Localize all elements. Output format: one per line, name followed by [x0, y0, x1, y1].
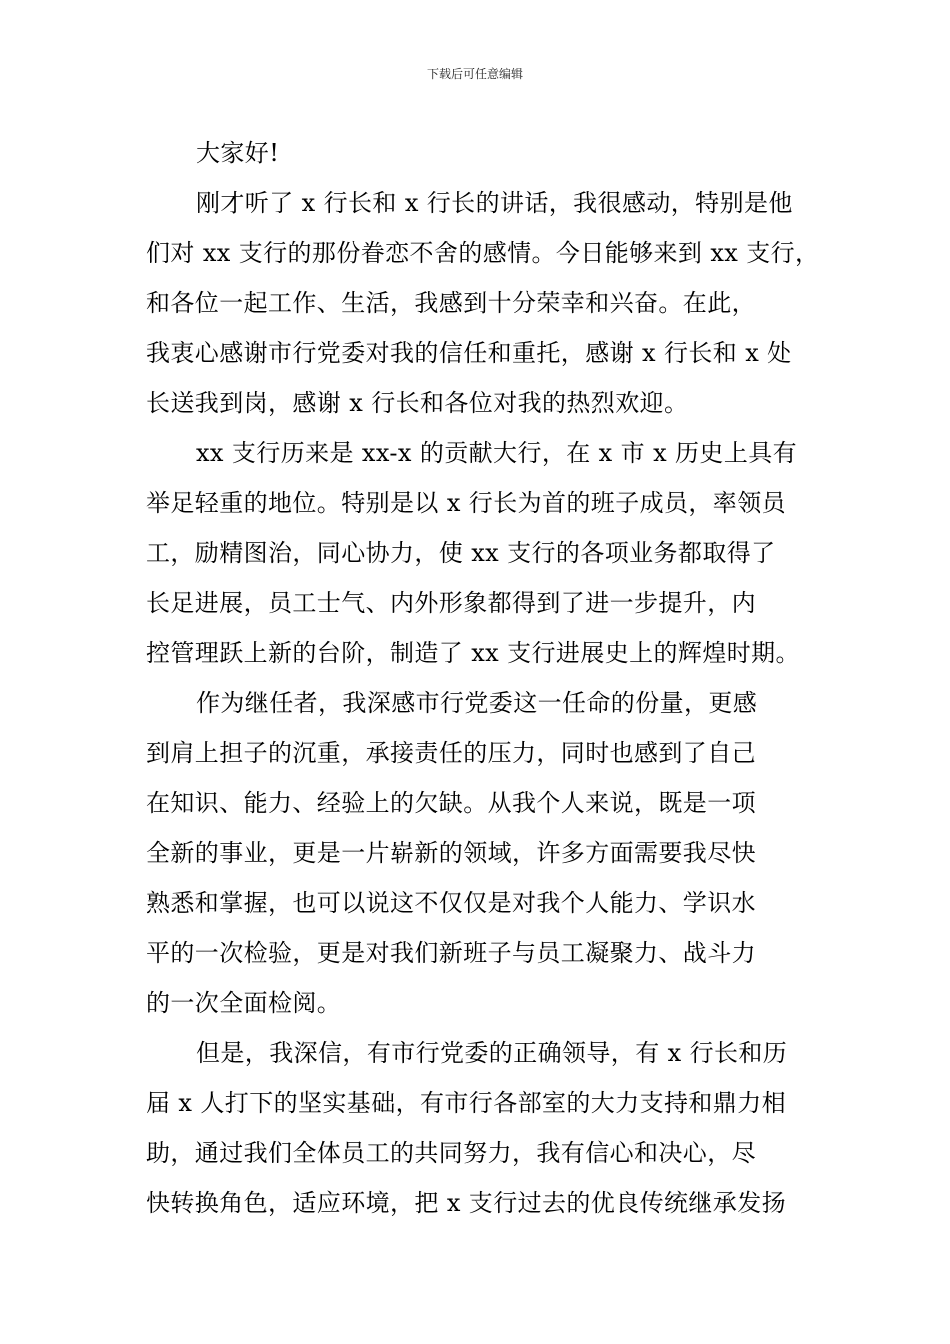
document-body — [146, 128, 836, 1228]
text-line: 但是，我深信，有市行党委的正确领导，有 x 行长和历 — [196, 1039, 788, 1067]
text-line: 工，励精图治，同心协力，使 xx 支行的各项业务都取得了 — [146, 539, 776, 567]
text-line: 大家好! — [196, 139, 280, 167]
text-line: 快转换角色，适应环境，把 x 支行过去的优良传统继承发扬 — [146, 1189, 786, 1217]
text-line: 和各位一起工作、生活，我感到十分荣幸和兴奋。在此， — [146, 289, 756, 317]
text-line: 熟悉和掌握，也可以说这不仅仅是对我个人能力、学识水 — [146, 889, 756, 917]
text-line: 长送我到岗，感谢 x 行长和各位对我的热烈欢迎。 — [146, 389, 689, 417]
text-line: xx 支行历来是 xx-x 的贡献大行，在 x 市 x 历史上具有 — [196, 439, 798, 467]
text-line: 长足进展，员工士气、内外形象都得到了进一步提升，内 — [146, 589, 756, 617]
page-header: 下载后可任意编辑 — [426, 67, 523, 81]
text-line: 我衷心感谢市行党委对我的信任和重托，感谢 x 行长和 x 处 — [146, 339, 792, 367]
paragraph — [146, 678, 836, 1028]
text-line: 平的一次检验，更是对我们新班子与员工凝聚力、战斗力 — [146, 939, 756, 967]
paragraph — [146, 178, 836, 428]
text-line: 们对 xx 支行的那份眷恋不舍的感情。今日能够来到 xx 支行， — [146, 239, 820, 267]
text-line: 刚才听了 x 行长和 x 行长的讲话，我很感动，特别是他 — [196, 189, 793, 217]
paragraph — [146, 128, 836, 178]
text-line: 在知识、能力、经验上的欠缺。从我个人来说，既是一项 — [146, 789, 756, 817]
text-line: 全新的事业，更是一片崭新的领域，许多方面需要我尽快 — [146, 839, 756, 867]
text-line: 到肩上担子的沉重，承接责任的压力，同时也感到了自己 — [146, 739, 756, 767]
paragraph — [146, 1028, 836, 1228]
text-line: 届 x 人打下的坚实基础，有市行各部室的大力支持和鼎力相 — [146, 1089, 786, 1117]
text-line: 的一次全面检阅。 — [146, 989, 342, 1017]
text-line: 助，通过我们全体员工的共同努力，我有信心和决心，尽 — [146, 1139, 756, 1167]
text-line: 举足轻重的地位。特别是以 x 行长为首的班子成员，率领员 — [146, 489, 786, 517]
paragraph — [146, 428, 836, 678]
text-line: 作为继任者，我深感市行党委这一任命的份量，更感 — [196, 689, 758, 717]
text-line: 控管理跃上新的台阶，制造了 xx 支行进展史上的辉煌时期。 — [146, 639, 800, 667]
